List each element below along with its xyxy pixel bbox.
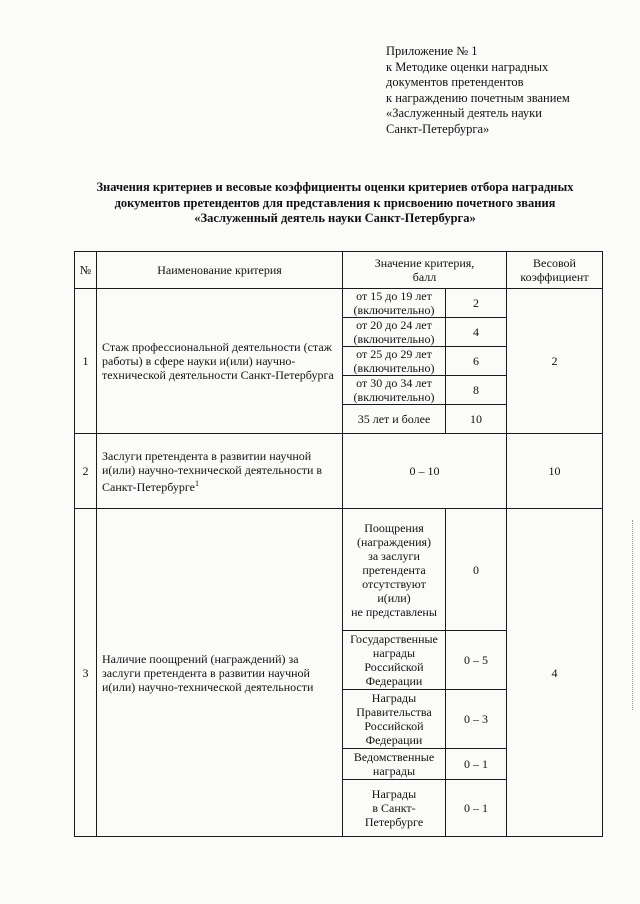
header-num: № <box>75 252 97 289</box>
sub-score: 2 <box>446 289 507 318</box>
scan-edge-marks <box>632 520 636 710</box>
footnote-mark: 1 <box>194 478 199 488</box>
criterion-name: Наличие поощрений (награждений) за заслуги претендента в развитии научной и(или) научно-технической деятельности <box>97 509 343 837</box>
sub-criterion: от 20 до 24 лет (включительно) <box>343 318 446 347</box>
sub-criterion: Награды Правительства Российской Федерации <box>343 690 446 749</box>
criterion-value: 0 – 10 <box>343 434 507 509</box>
header-value: Значение критерия, балл <box>343 252 507 289</box>
criteria-table <box>74 251 603 837</box>
appendix-line: к Методике оценки наградных <box>386 59 549 74</box>
sub-score: 0 <box>446 509 507 631</box>
sub-criterion: от 15 до 19 лет (включительно) <box>343 289 446 318</box>
sub-score: 8 <box>446 376 507 405</box>
document-title <box>40 180 630 227</box>
table-row <box>75 434 603 509</box>
criterion-name: Стаж профессиональной деятельности (стаж работы) в сфере науки и(или) научно-технической деятельности Санкт-Петербурга <box>97 289 343 434</box>
table-row <box>75 509 603 631</box>
header-weight: Весовой коэффициент <box>507 252 603 289</box>
weight-value: 10 <box>507 434 603 509</box>
appendix-line: «Заслуженный деятель науки <box>386 106 542 120</box>
appendix-line: Приложение № 1 <box>386 44 478 58</box>
sub-criterion: от 30 до 34 лет (включительно) <box>343 376 446 405</box>
sub-criterion: Поощрения (награждения) за заслуги претендента отсутствуют и(или) не представлены <box>343 509 446 631</box>
appendix-line: документов претендентов <box>386 75 524 89</box>
sub-criterion: от 25 до 29 лет (включительно) <box>343 347 446 376</box>
sub-criterion: Ведомственные награды <box>343 749 446 780</box>
title-line: Значения критериев и весовые коэффициенты оценки критериев отбора наградных <box>96 180 574 194</box>
sub-score: 4 <box>446 318 507 347</box>
criterion-name-text: Заслуги претендента в развитии научной и(или) научно-технической деятельности в Санкт-Петербурге <box>102 448 323 494</box>
criterion-name <box>97 434 343 509</box>
title-line: «Заслуженный деятель науки Санкт-Петербурга» <box>194 211 476 225</box>
row-number: 2 <box>75 434 97 509</box>
sub-score: 0 – 5 <box>446 631 507 690</box>
appendix-block <box>386 44 570 137</box>
weight-value: 4 <box>507 509 603 837</box>
appendix-line: Санкт-Петербурга» <box>386 121 490 136</box>
sub-score: 0 – 1 <box>446 749 507 780</box>
sub-score: 0 – 3 <box>446 690 507 749</box>
weight-value: 2 <box>507 289 603 434</box>
appendix-line: к награждению почетным званием <box>386 90 570 105</box>
table-row <box>75 289 603 318</box>
header-name: Наименование критерия <box>97 252 343 289</box>
row-number: 1 <box>75 289 97 434</box>
sub-criterion: Государственные награды Российской Федерации <box>343 631 446 690</box>
sub-score: 6 <box>446 347 507 376</box>
sub-criterion: 35 лет и более <box>343 405 446 434</box>
sub-criterion: Награды в Санкт- Петербурге <box>343 780 446 837</box>
title-line: документов претендентов для представления к присвоению почетного звания <box>114 195 556 210</box>
row-number: 3 <box>75 509 97 837</box>
header-row <box>75 252 603 289</box>
sub-score: 10 <box>446 405 507 434</box>
sub-score: 0 – 1 <box>446 780 507 837</box>
